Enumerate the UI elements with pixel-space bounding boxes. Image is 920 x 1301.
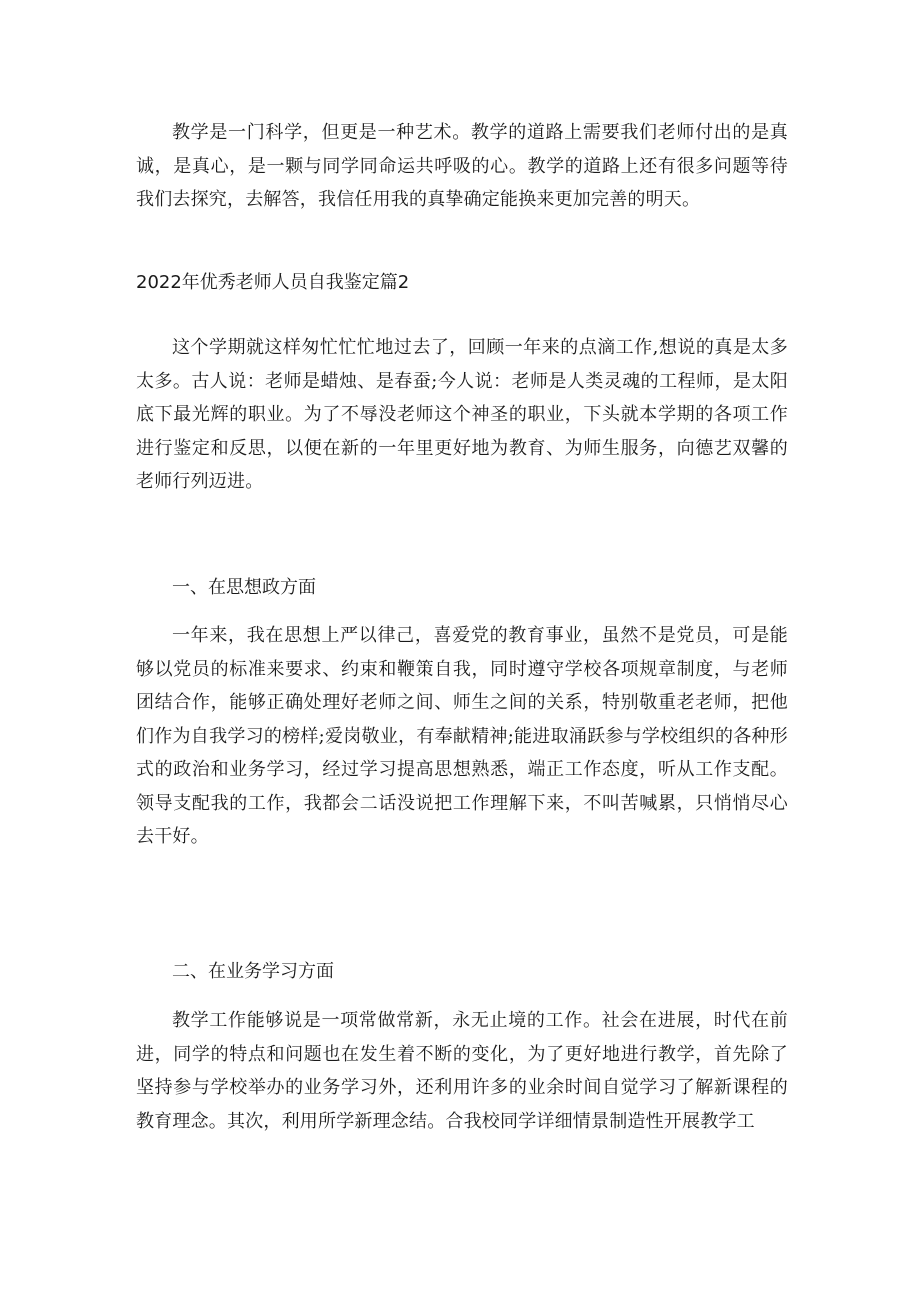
- subheading-ideology: 一、在思想政方面: [172, 577, 316, 598]
- paragraph-study: 教学工作能够说是一项常做常新，永无止境的工作。社会在进展，时代在前进，同学的特点和问题也在发生着不断的变化，为了更好地进行教学，首先除了坚持参与学校举办的业务学习外，还利用许多的业余时间自觉学习了解新课程的教育理念。其次，利用所学新理念结。合我校同学详细情景制造性开展教学工: [136, 1010, 788, 1132]
- section-title: 2022年优秀老师人员自我鉴定篇2: [136, 272, 410, 293]
- paragraph-opening: 这个学期就这样匆忙忙忙地过去了，回顾一年来的点滴工作,想说的真是太多太多。古人说：老师是蜡烛、是春蚕;今人说：老师是人类灵魂的工程师，是太阳底下最光辉的职业。为了不辱没老师这个神圣的职业，下头就本学期的各项工作进行鉴定和反思，以便在新的一年里更好地为教育、为师生服务，向德艺双馨的老师行列迈进。: [136, 337, 788, 492]
- paragraph-intro: 教学是一门科学，但更是一种艺术。教学的道路上需要我们老师付出的是真诚，是真心，是一颗与同学同命运共呼吸的心。教学的道路上还有很多问题等待我们去探究，去解答，我信任用我的真挚确定能换来更加完善的明天。: [136, 122, 788, 210]
- paragraph-ideology: 一年来，我在思想上严以律己，喜爱党的教育事业，虽然不是党员，可是能够以党员的标准来要求、约束和鞭策自我，同时遵守学校各项规章制度，与老师团结合作，能够正确处理好老师之间、师生之间的关系，特别敬重老老师，把他们作为自我学习的榜样;爱岗敬业，有奉献精神;能进取涌跃参与学校组织的各种形式的政治和业务学习，经过学习提高思想熟悉，端正工作态度，听从工作支配。领导支配我的工作，我都会二话没说把工作理解下来，不叫苦喊累，只悄悄尽心去干好。: [136, 625, 788, 847]
- subheading-study: 二、在业务学习方面: [172, 961, 334, 982]
